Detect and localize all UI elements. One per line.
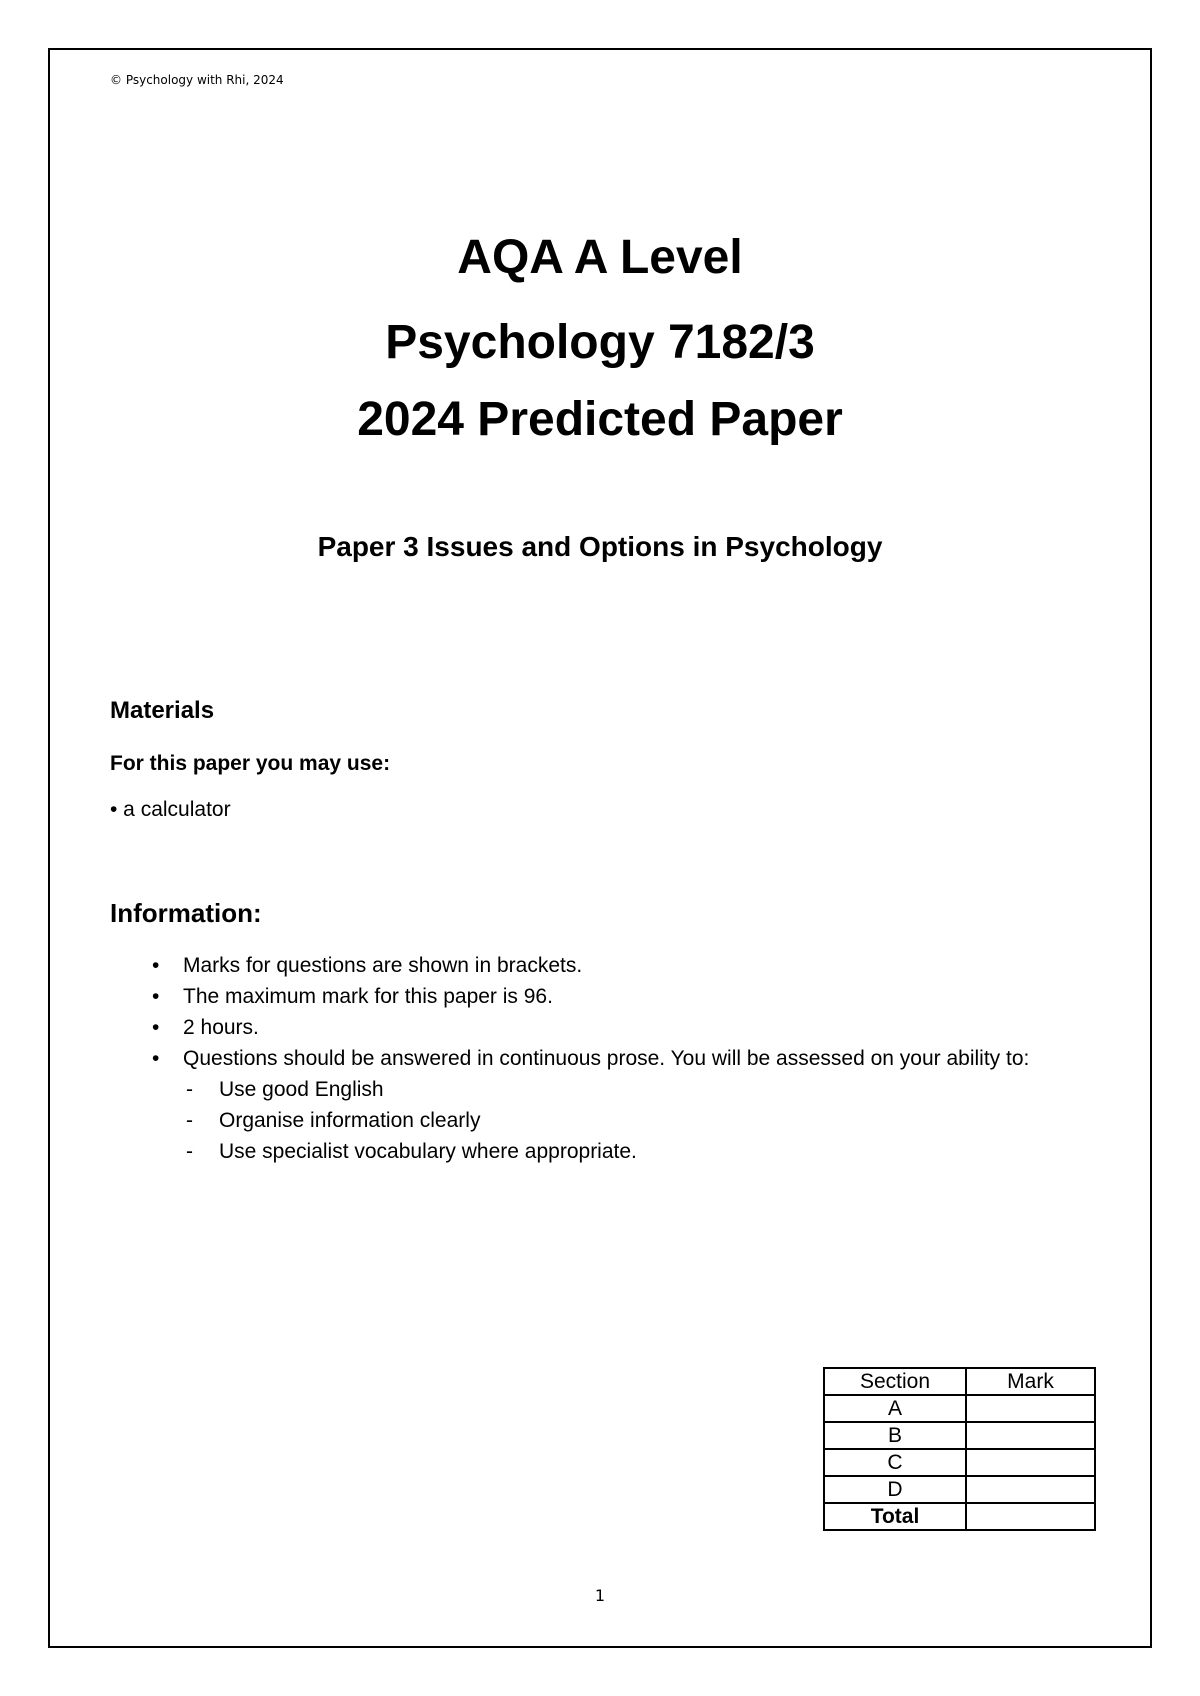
bullet-icon: • <box>152 1047 160 1070</box>
sub-list-item <box>110 1136 1090 1167</box>
mark-cell <box>966 1422 1095 1449</box>
mark-table <box>823 1367 1096 1531</box>
section-cell: A <box>824 1395 966 1422</box>
title-paper: 2024 Predicted Paper <box>357 393 843 446</box>
mark-cell <box>966 1449 1095 1476</box>
table-header-row <box>824 1368 1095 1395</box>
section-cell: B <box>824 1422 966 1449</box>
table-header-section: Section <box>824 1368 966 1395</box>
list-item-text: 2 hours. <box>183 1016 259 1039</box>
list-item <box>110 981 1090 1012</box>
materials-item: • a calculator <box>110 798 231 821</box>
table-row <box>824 1422 1095 1449</box>
list-item <box>110 1043 1090 1074</box>
title-exam-board: AQA A Level <box>457 231 743 284</box>
sub-list-item-text: Organise information clearly <box>219 1109 481 1132</box>
table-row <box>824 1476 1095 1503</box>
sub-list-item-text: Use specialist vocabulary where appropriate. <box>219 1140 637 1163</box>
list-item-text: The maximum mark for this paper is 96. <box>183 985 553 1008</box>
list-item <box>110 1012 1090 1043</box>
sub-list-item <box>110 1074 1090 1105</box>
table-row <box>824 1395 1095 1422</box>
information-list <box>110 950 1090 1167</box>
dash-icon: - <box>186 1140 193 1163</box>
paper-subtitle: Paper 3 Issues and Options in Psychology <box>317 531 883 562</box>
title-subject: Psychology 7182/3 <box>385 316 815 369</box>
total-mark-cell <box>966 1503 1095 1530</box>
information-heading: Information: <box>110 898 262 928</box>
dash-icon: - <box>186 1109 193 1132</box>
table-row <box>824 1449 1095 1476</box>
sub-list-item <box>110 1105 1090 1136</box>
section-cell: C <box>824 1449 966 1476</box>
materials-subheading: For this paper you may use: <box>110 752 391 775</box>
mark-cell <box>966 1395 1095 1422</box>
mark-cell <box>966 1476 1095 1503</box>
list-item <box>110 950 1090 981</box>
list-item-text: Marks for questions are shown in brackets. <box>183 954 583 977</box>
table-row-total <box>824 1503 1095 1530</box>
bullet-icon: • <box>152 985 160 1008</box>
materials-heading: Materials <box>110 697 215 724</box>
page-number: 1 <box>594 1586 606 1605</box>
sub-list-item-text: Use good English <box>219 1078 384 1101</box>
dash-icon: - <box>186 1078 193 1101</box>
total-cell: Total <box>824 1503 966 1530</box>
bullet-icon: • <box>152 1016 160 1039</box>
bullet-icon: • <box>152 954 160 977</box>
table-header-mark: Mark <box>966 1368 1095 1395</box>
list-item-text: Questions should be answered in continuous prose. You will be assessed on your ability to: <box>183 1047 1030 1070</box>
section-cell: D <box>824 1476 966 1503</box>
copyright-notice: © Psychology with Rhi, 2024 <box>110 73 284 87</box>
